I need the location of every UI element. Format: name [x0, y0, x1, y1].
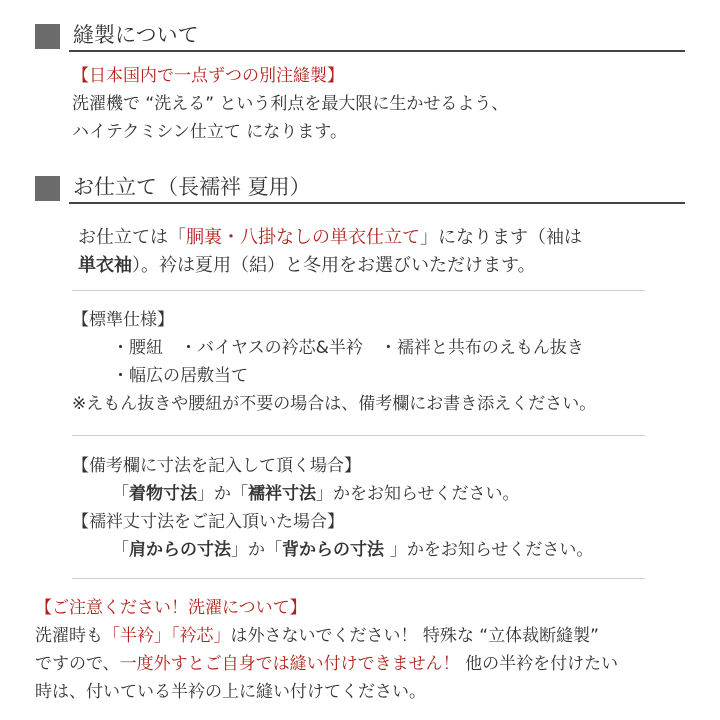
divider [72, 435, 645, 436]
memo-text: 「 [112, 540, 129, 560]
heading-square-icon [35, 24, 60, 49]
memo-line-1 [112, 480, 520, 508]
caution-highlight: 「半衿」「衿芯」 [103, 626, 231, 646]
sewing-text-2: ハイテクミシン仕立て になります。 [72, 122, 347, 142]
section-title: お仕立て（長襦袢 夏用） [73, 175, 311, 199]
heading-underline [69, 202, 685, 204]
divider [72, 578, 645, 579]
memo-bold: 背からの寸法 [282, 540, 390, 560]
caution-line-2 [35, 650, 618, 678]
intro-highlight: 胴裏・八掛なしの単衣仕立て [186, 227, 420, 248]
caution-text: 洗濯時も [35, 626, 103, 646]
memo-text: 」か「 [231, 540, 282, 560]
memo-bold: 襦袢寸法 [248, 484, 316, 504]
memo-text: 」かをお知らせください。 [316, 484, 520, 504]
sewing-lead: 【日本国内で一点ずつの別注縫製】 [72, 66, 344, 86]
caution-title: 【ご注意ください！洗濯について】 [35, 598, 307, 618]
spec-note: ※えもん抜きや腰紐が不要の場合は、備考欄にお書き添えください。 [72, 394, 597, 414]
caution-text: は外さないでください！ 特殊な “立体裁断縫製” [230, 626, 599, 646]
section-heading-tailoring [35, 172, 685, 202]
tailoring-intro-2 [78, 252, 536, 280]
spec-line-2: ・幅広の居敷当て [112, 366, 248, 386]
caution-text: 他の半衿を付けたい [459, 654, 619, 674]
heading-underline [69, 50, 685, 52]
intro-text: ）。衿は夏用（絽）と冬用をお選びいただけます。 [132, 255, 536, 276]
caution-text: ですので、 [35, 654, 120, 674]
intro-text: 」になります（袖は [420, 227, 582, 248]
divider [72, 290, 645, 291]
memo-line-2 [112, 536, 593, 564]
section-heading-sewing [35, 20, 685, 50]
memo-text: 」か「 [197, 484, 248, 504]
caution-highlight: 一度外すとご自身では縫い付けできません！ [119, 654, 460, 674]
section-title: 縫製について [73, 23, 199, 47]
caution-line-3: 時は、付いている半衿の上に縫い付けてください。 [35, 682, 426, 702]
tailoring-intro-1 [78, 224, 582, 252]
memo-bold: 着物寸法 [129, 484, 197, 504]
memo-text: 「 [112, 484, 129, 504]
heading-square-icon [35, 176, 60, 201]
intro-text: お仕立ては「 [78, 227, 186, 248]
sewing-text-1: 洗濯機で “洗える” という利点を最大限に生かせるよう、 [72, 94, 509, 114]
memo-bold: 肩からの寸法 [129, 540, 231, 560]
intro-bold: 単衣袖 [78, 255, 132, 276]
spec-title: 【標準仕様】 [72, 310, 174, 330]
memo-text: 」かをお知らせください。 [389, 540, 594, 560]
memo-title: 【備考欄に寸法を記入して頂く場合】 [72, 456, 361, 476]
spec-line-1: ・腰紐 ・バイヤスの衿芯&半衿 ・襦袢と共布のえもん抜き [112, 338, 584, 358]
memo2-title: 【襦袢丈寸法をご記入頂いた場合】 [72, 512, 344, 532]
caution-line-1 [35, 622, 599, 650]
